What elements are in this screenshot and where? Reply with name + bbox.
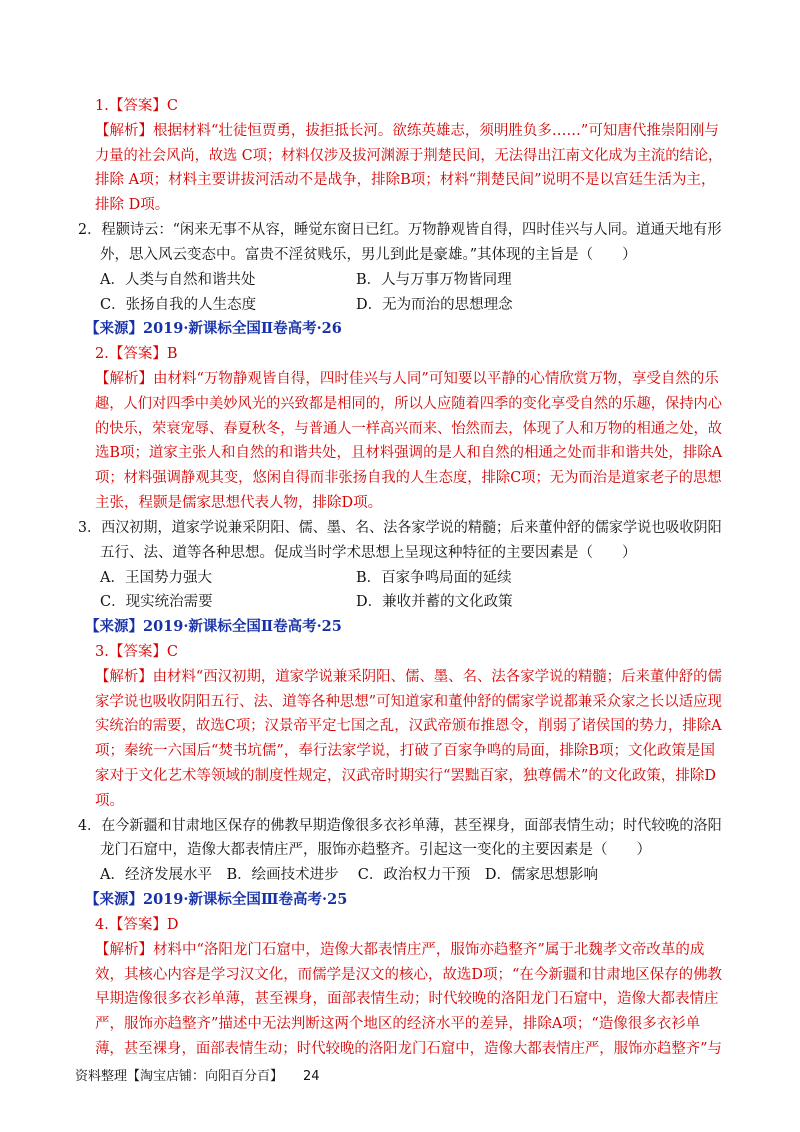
question-number: 4． [78, 818, 102, 834]
q3-option-c: C．现实统治需要 [100, 594, 213, 610]
analysis-label: 【解析】 [95, 123, 153, 139]
q3-analysis-line-6: 项。 [95, 793, 124, 809]
answer-number: 1. [95, 98, 109, 114]
footer-shop-info: 资料整理【淘宝店铺：向阳百分百】 [75, 1069, 284, 1084]
q2-analysis-line-3: 的快乐，荣衰宠辱、春夏秋冬，与普通人一样高兴而来、怡然而去，体现了人和万物的相通之处，故 [95, 421, 723, 437]
q2-analysis-line-1: 【解析】由材料“万物静观皆自得，四时佳兴与人同”可知要以平静的心情欣赏万物，享受自然的乐 [95, 371, 719, 387]
analysis-label: 【解析】 [95, 942, 153, 958]
q3-option-d: D．兼收并蓄的文化政策 [356, 594, 513, 610]
q3-source: 【来源】2019·新课标全国Ⅱ卷高考·25 [85, 618, 342, 635]
q4-answer: 4.【答案】D [95, 917, 179, 933]
q3-option-a: A．王国势力强大 [100, 570, 212, 586]
q4-stem-line-1: 4．在今新疆和甘肃地区保存的佛教早期造像很多衣衫单薄，甚至裸身，面部表情生动；时代较晚的洛阳 [78, 818, 722, 834]
q3-analysis-line-4: 项；秦统一六国后“焚书坑儒”，奉行法家学说，打破了百家争鸣的局面，排除B项；文化政策是国 [95, 743, 715, 759]
q4-stem-line-2: 龙门石窟中，造像大都表情庄严，服饰亦趋整齐。引起这一变化的主要因素是（ ） [100, 842, 651, 858]
analysis-label: 【解析】 [95, 371, 153, 387]
footer-text [75, 1066, 283, 1088]
q3-analysis-line-3: 实统治的需要，故选C项；汉景帝平定七国之乱，汉武帝颁布推恩令，削弱了诸侯国的势力，排除A [95, 718, 722, 734]
q3-analysis-line-5: 家对于文化艺术等领域的制度性规定，汉武帝时期实行“罢黜百家，独尊儒术”的文化政策，排除D [95, 768, 716, 784]
q3-stem-line-1: 3．西汉初期，道家学说兼采阴阳、儒、墨、名、法各家学说的精髓；后来董仲舒的儒家学说也吸收阴阳 [78, 520, 722, 536]
q2-source: 【来源】2019·新课标全国Ⅱ卷高考·26 [85, 320, 342, 337]
q2-analysis-line-5: 项；材料强调静观其变，悠闲自得而非张扬自我的人生态度，排除C项；无为而治是道家老子的思想 [95, 470, 722, 486]
q1-analysis-line-3: 排除 A项；材料主要讲拔河活动不是战争，排除B项；材料“荆楚民间”说明不是以宫廷生活为主， [95, 172, 716, 188]
q3-answer: 3.【答案】C [95, 644, 178, 660]
answer-label: 【答案】 [108, 98, 167, 114]
q2-stem-line-2: 外，思入风云变态中。富贵不淫贫贱乐，男儿到此是豪雄。”其体现的主旨是（ ） [100, 247, 637, 263]
answer-value: C [166, 98, 178, 114]
q4-source: 【来源】2019·新课标全国Ⅲ卷高考·25 [85, 891, 348, 908]
analysis-label: 【解析】 [95, 669, 153, 685]
q4-analysis-line-4: 严，服饰亦趋整齐”描述中无法判断这两个地区的经济水平的差异，排除A项；“造像很多衣衫单 [95, 1016, 701, 1032]
q1-answer [95, 95, 178, 117]
q2-option-a: A．人类与自然和谐共处 [100, 272, 256, 288]
q2-option-b: B．人与万事万物皆同理 [356, 272, 512, 288]
q4-analysis-line-2: 效，其核心内容是学习汉文化，而儒学是汉文的核心，故选D项；“在今新疆和甘肃地区保存的佛教 [95, 967, 723, 983]
page-number: 24 [303, 1069, 320, 1084]
q2-analysis-line-6: 主张，程颢是儒家思想代表人物，排除D项。 [95, 495, 383, 511]
q3-option-b: B．百家争鸣局面的延续 [356, 570, 512, 586]
q2-option-c: C．张扬自我的人生态度 [100, 297, 257, 313]
q3-stem-line-2: 五行、法、道等各种思想。促成当时学术思想上呈现这种特征的主要因素是（ ） [100, 545, 637, 561]
q3-analysis-line-1: 【解析】由材料“西汉初期，道家学说兼采阴阳、儒、墨、名、法各家学说的精髓；后来董仲舒的儒 [95, 669, 722, 685]
question-number: 2． [78, 222, 102, 238]
q4-options: A．经济发展水平 B．绘画技术进步 C．政治权力干预 D．儒家思想影响 [100, 867, 598, 883]
q4-analysis-line-3: 早期造像很多衣衫单薄，甚至裸身，面部表情生动；时代较晚的洛阳龙门石窟中，造像大都表情庄 [95, 991, 719, 1007]
q2-answer: 2.【答案】B [95, 346, 178, 362]
question-number: 3． [78, 520, 102, 536]
q2-analysis-line-4: 选B项；道家主张人和自然的和谐共处，且材料强调的是人和自然的相通之处而非和谐共处，排除A [95, 445, 723, 461]
q3-analysis-line-2: 家学说也吸收阴阳五行、法、道等各种思想”可知道家和董仲舒的儒家学说都兼采众家之长以适应现 [95, 694, 722, 710]
q2-analysis-line-2: 趣，人们对四季中美妙风光的兴致都是相同的，所以人应随着四季的变化享受自然的乐趣，保持内心 [95, 396, 723, 412]
q2-stem-line-1: 2．程颢诗云：“闲来无事不从容，睡觉东窗日已红。万物静观皆自得，四时佳兴与人同。道通天地有形 [78, 222, 722, 238]
q1-analysis-line-1: 【解析】根据材料“壮徒恒贾勇，拔拒抵长河。欲练英雄志，须明胜负多……”可知唐代推崇阳刚与 [95, 123, 719, 139]
q4-analysis-line-5: 薄，甚至裸身，面部表情生动；时代较晚的洛阳龙门石窟中，造像大都表情庄严，服饰亦趋整齐”与 [95, 1041, 722, 1057]
q1-analysis-line-2: 力量的社会风尚，故选 C项；材料仅涉及拔河渊源于荆楚民间，无法得出江南文化成为主流的结论， [95, 148, 723, 164]
q2-option-d: D．无为而治的思想理念 [356, 297, 513, 313]
q1-analysis-line-4: 排除 D项。 [95, 197, 170, 213]
q4-analysis-line-1: 【解析】材料中“洛阳龙门石窟中，造像大都表情庄严，服饰亦趋整齐”属于北魏孝文帝改革的成 [95, 942, 705, 958]
